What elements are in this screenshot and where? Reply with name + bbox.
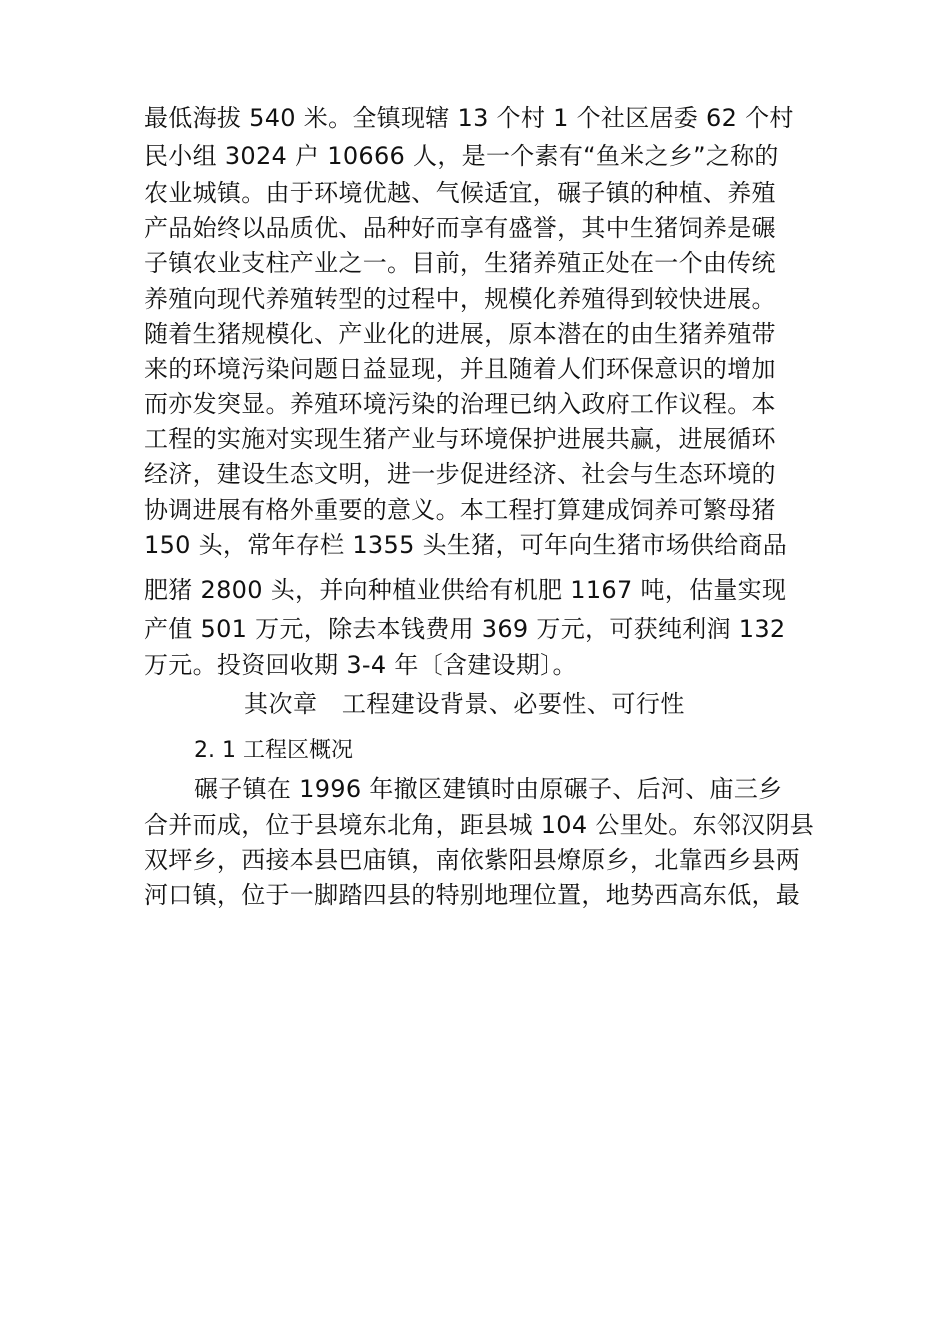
- chapter-title: 其次章 工程建设背景、必要性、可行性: [244, 690, 685, 718]
- text-line: 河口镇，位于一脚踏四县的特别地理位置，地势西高东低，最: [144, 881, 801, 909]
- text-line: 经济，建设生态文明，进一步促进经济、社会与生态环境的: [144, 460, 776, 488]
- text-line: 万元。投资回收期 3-4 年〔含建设期〕。: [144, 651, 577, 679]
- section-heading: 2. 1 工程区概况: [194, 738, 353, 763]
- text-line: 养殖向现代养殖转型的过程中，规模化养殖得到较快进展。: [144, 285, 776, 313]
- text-line: 农业城镇。由于环境优越、气候适宜，碾子镇的种植、养殖: [144, 179, 776, 207]
- text-line: 来的环境污染问题日益显现，并且随着人们环保意识的增加: [144, 355, 776, 383]
- text-line: 150 头，常年存栏 1355 头生猪，可年向生猪市场供给商品: [144, 531, 788, 559]
- text-line: 而亦发突显。养殖环境污染的治理已纳入政府工作议程。本: [144, 390, 776, 418]
- text-line: 随着生猪规模化、产业化的进展，原本潜在的由生猪养殖带: [144, 320, 776, 348]
- text-line: 子镇农业支柱产业之一。目前，生猪养殖正处在一个由传统: [144, 249, 776, 277]
- text-line: 最低海拔 540 米。全镇现辖 13 个村 1 个社区居委 62 个村: [144, 104, 794, 132]
- text-line: 产品始终以品质优、品种好而享有盛誉，其中生猪饲养是碾: [144, 214, 776, 242]
- text-line: 肥猪 2800 头，并向种植业供给有机肥 1167 吨，估量实现: [144, 576, 787, 604]
- text-line: 合并而成，位于县境东北角，距县城 104 公里处。东邻汉阴县: [144, 811, 815, 839]
- text-line: 民小组 3024 户 10666 人，是一个素有“鱼米之乡”之称的: [144, 142, 779, 170]
- text-line: 工程的实施对实现生猪产业与环境保护进展共赢，进展循环: [144, 425, 776, 453]
- text-line: 协调进展有格外重要的意义。本工程打算建成饲养可繁母猪: [144, 496, 776, 524]
- text-line: 产值 501 万元，除去本钱费用 369 万元，可获纯利润 132: [144, 615, 786, 643]
- text-line: 双坪乡，西接本县巴庙镇，南依紫阳县燎原乡，北靠西乡县两: [144, 846, 801, 874]
- text-line: 碾子镇在 1996 年撤区建镇时由原碾子、后河、庙三乡: [194, 775, 783, 803]
